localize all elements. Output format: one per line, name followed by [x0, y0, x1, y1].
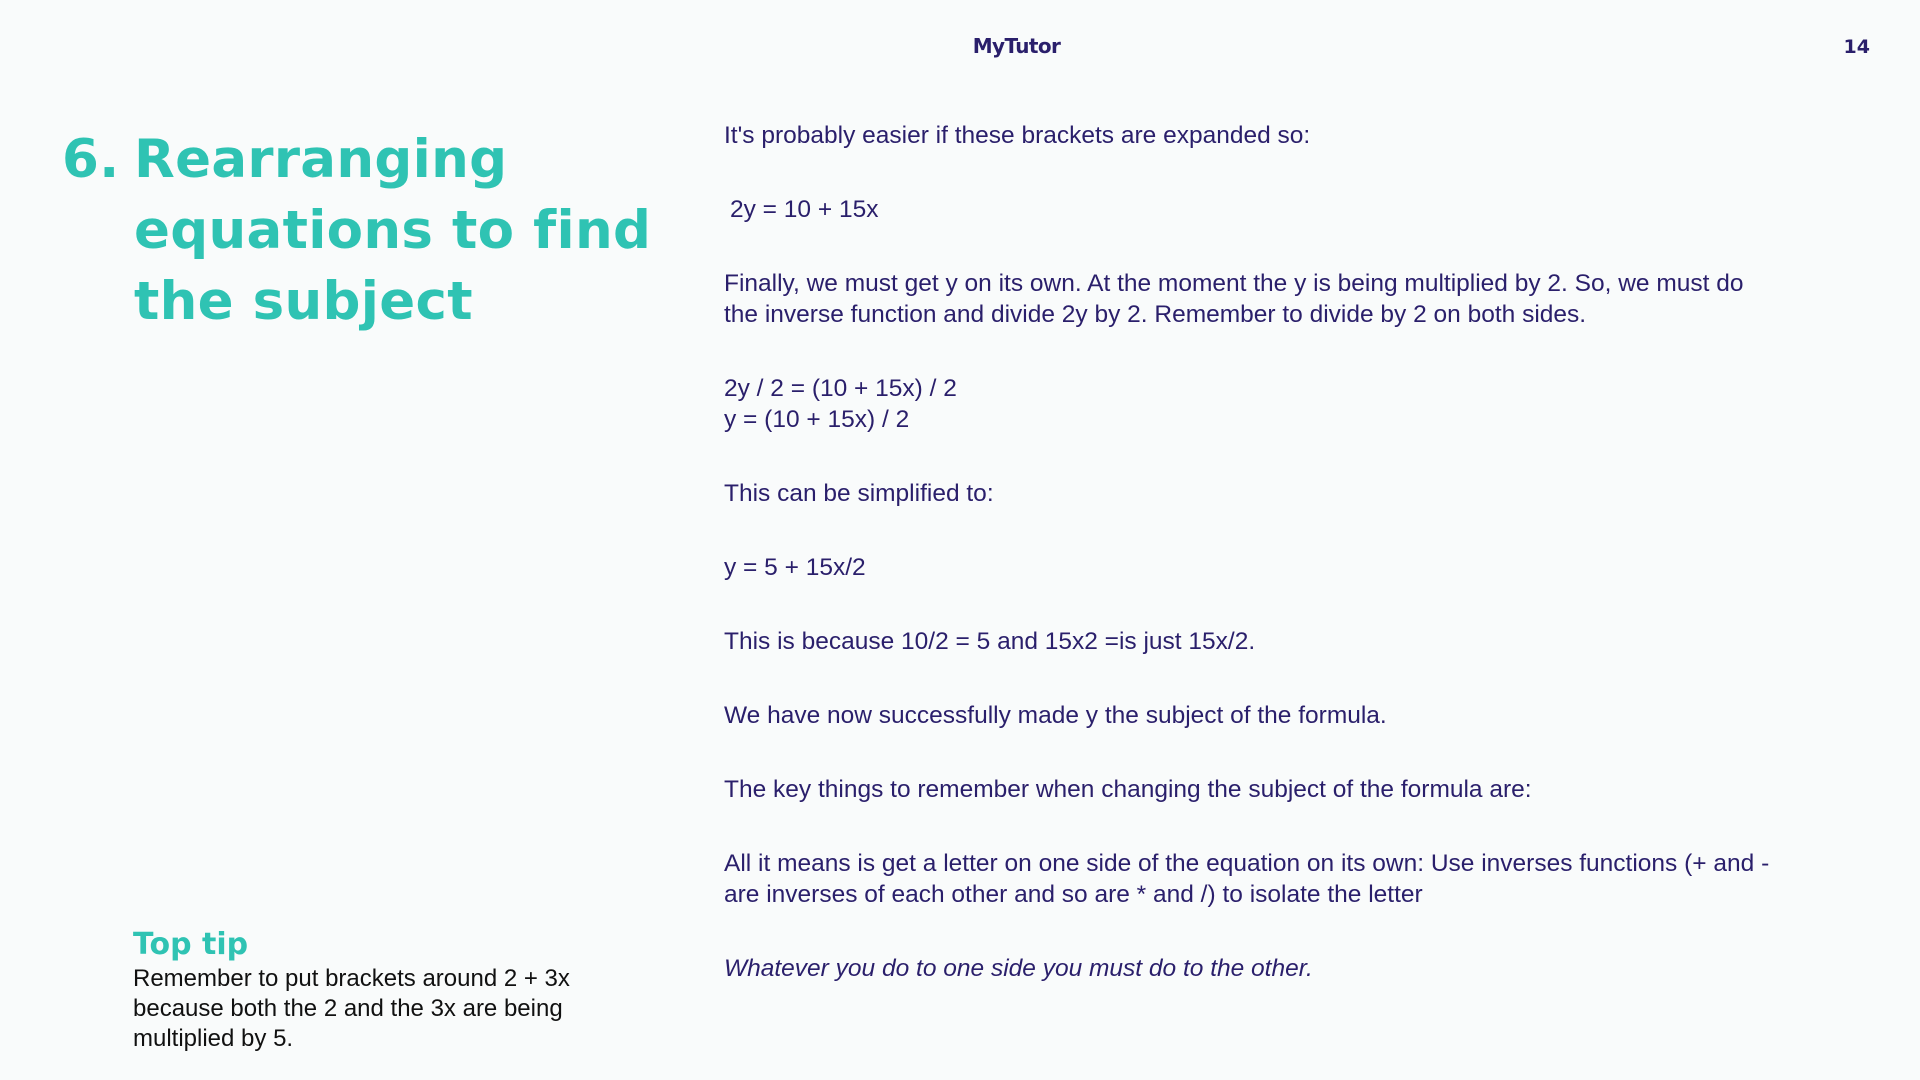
paragraph-key-things: The key things to remember when changing the subject of the formula are: — [724, 776, 1532, 803]
equation-simplified: y = 5 + 15x/2 — [724, 554, 866, 581]
main-content — [724, 120, 1784, 1027]
section-title — [62, 124, 682, 337]
paragraph-success: We have now successfully made y the subject of the formula. — [724, 702, 1387, 729]
paragraph-inverses: All it means is get a letter on one side of the equation on its own: Use inverses functions (+ and - are inverses of each other and so are * and /) to isolate the letter — [724, 850, 1770, 908]
paragraph-rule: Whatever you do to one side you must do to the other. — [724, 955, 1313, 982]
equation-divide: 2y / 2 = (10 + 15x) / 2 y = (10 + 15x) / 2 — [724, 375, 957, 433]
section-title-text: Rearranging equations to find the subject — [134, 129, 652, 332]
top-tip-body: Remember to put brackets around 2 + 3x because both the 2 and the 3x are being multiplied by 5. — [133, 965, 570, 1052]
paragraph-explanation: This is because 10/2 = 5 and 15x2 =is just 15x/2. — [724, 628, 1256, 655]
equation-expanded: 2y = 10 + 15x — [730, 196, 879, 223]
section-number: 6. — [62, 129, 120, 190]
top-tip-heading: Top tip — [133, 927, 249, 962]
page-number: 14 — [1843, 36, 1870, 58]
paragraph-simplify: This can be simplified to: — [724, 480, 994, 507]
brand-logo: MyTutor — [972, 34, 1061, 58]
paragraph-expand-brackets: It's probably easier if these brackets are expanded so: — [724, 122, 1311, 149]
paragraph-divide: Finally, we must get y on its own. At the moment the y is being multiplied by 2. So, we must do the inverse function and divide 2y by 2. Remember to divide by 2 on both sides. — [724, 270, 1744, 328]
